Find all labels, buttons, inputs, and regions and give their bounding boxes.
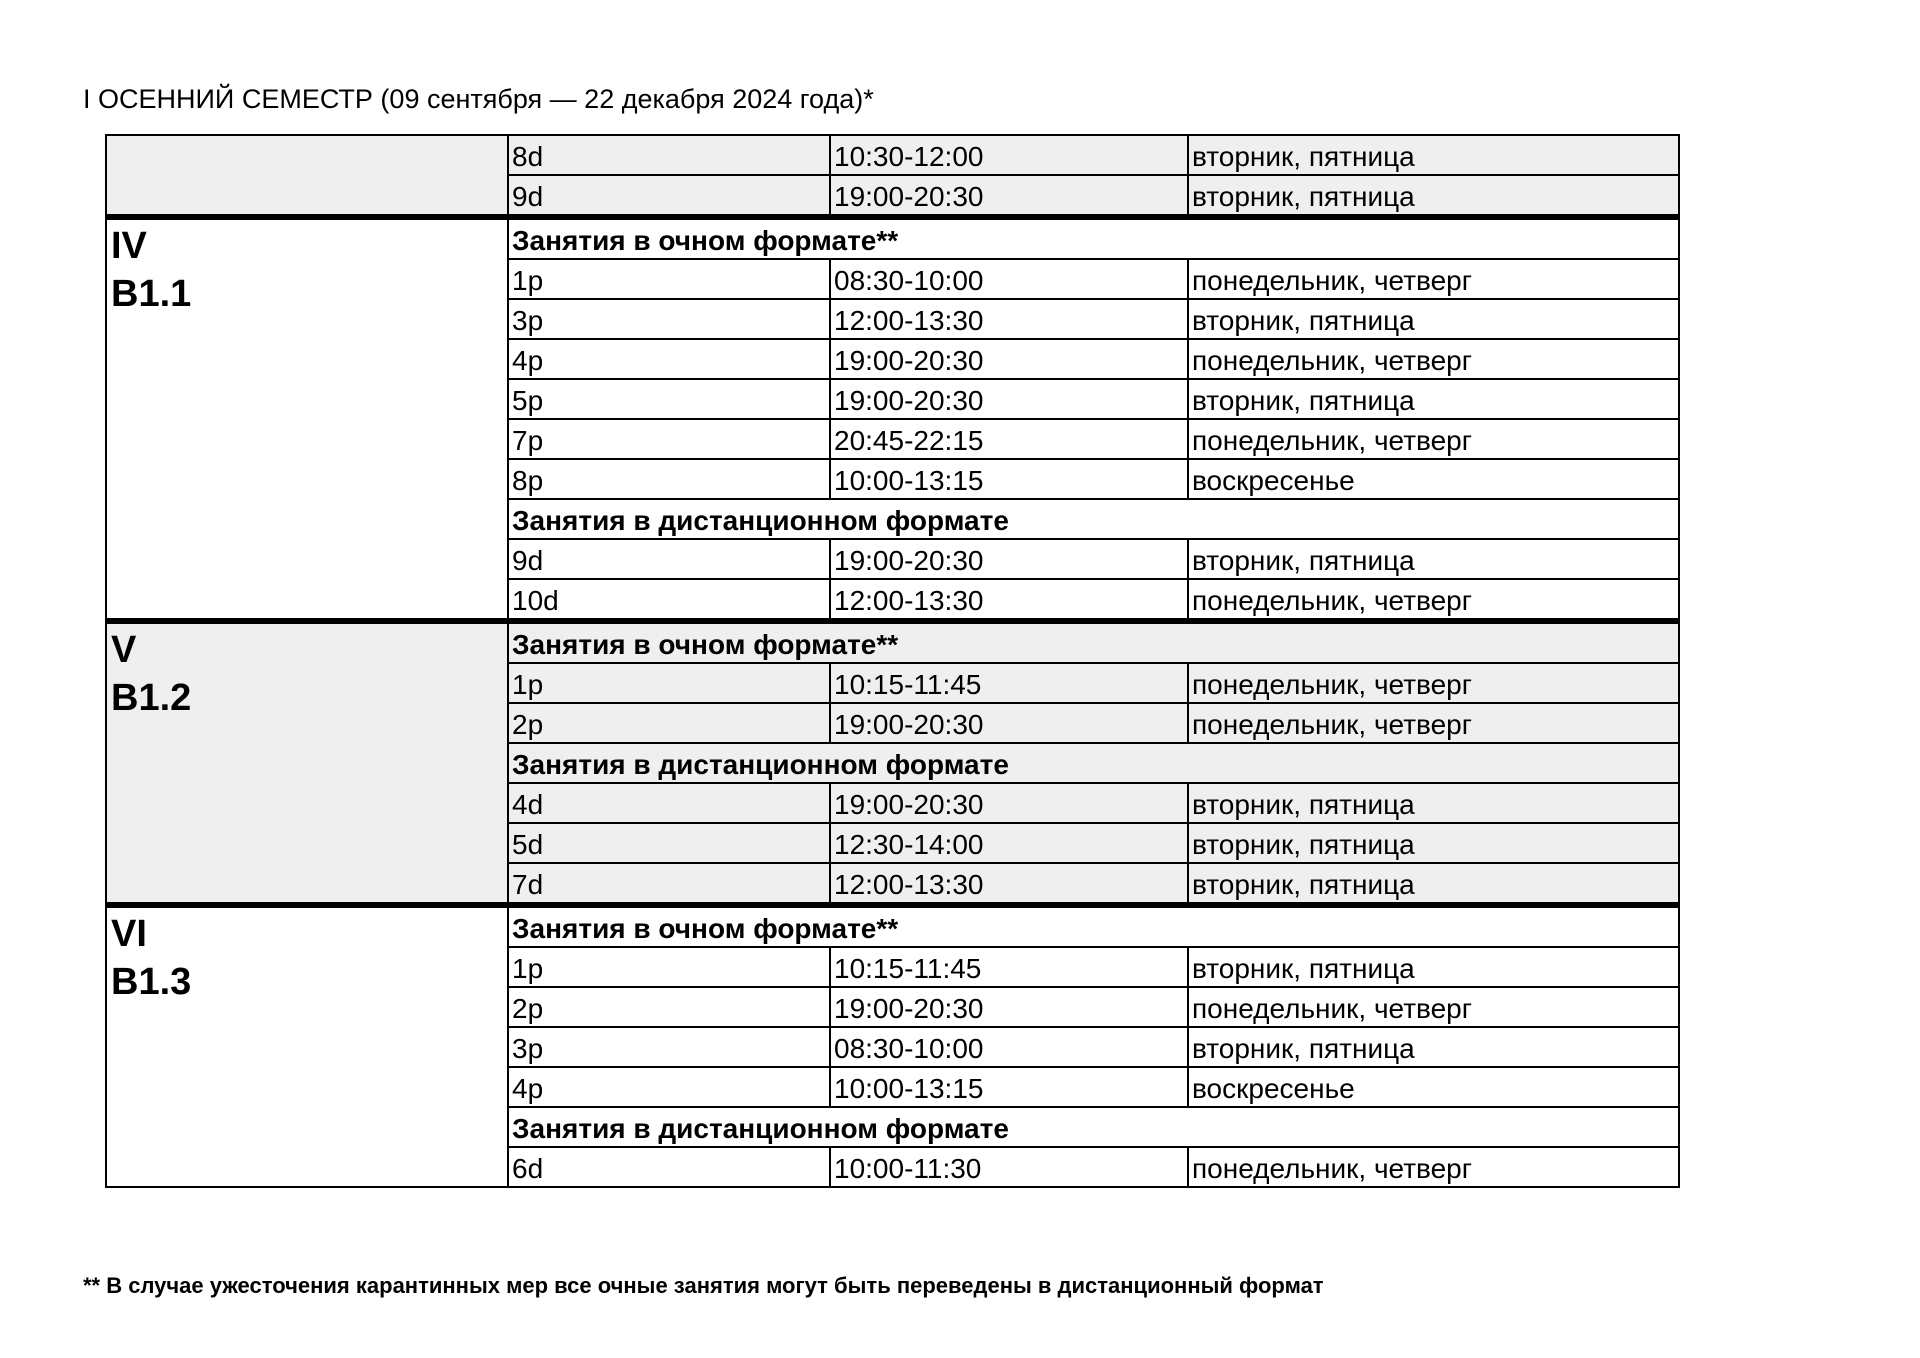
class-days: вторник, пятница — [1188, 175, 1679, 217]
group-code: 1p — [508, 663, 830, 703]
level-code: B1.2 — [111, 677, 192, 719]
class-time: 12:00-13:30 — [830, 299, 1188, 339]
group-code: 5d — [508, 823, 830, 863]
class-days: вторник, пятница — [1188, 379, 1679, 419]
class-days: вторник, пятница — [1188, 947, 1679, 987]
remote-heading: Занятия в дистанционном формате — [508, 1107, 1679, 1147]
table-row — [106, 621, 1679, 663]
group-code: 3p — [508, 299, 830, 339]
group-code: 4d — [508, 783, 830, 823]
remote-heading: Занятия в дистанционном формате — [508, 743, 1679, 783]
class-time: 10:15-11:45 — [830, 947, 1188, 987]
class-days: понедельник, четверг — [1188, 259, 1679, 299]
class-days: вторник, пятница — [1188, 783, 1679, 823]
level-cell — [106, 217, 508, 621]
schedule-block-b1-2 — [106, 621, 1679, 905]
class-days: вторник, пятница — [1188, 135, 1679, 175]
class-time: 19:00-20:30 — [830, 339, 1188, 379]
class-time: 10:30-12:00 — [830, 135, 1188, 175]
class-days: воскресенье — [1188, 459, 1679, 499]
class-time: 19:00-20:30 — [830, 539, 1188, 579]
group-code: 9d — [508, 539, 830, 579]
class-time: 19:00-20:30 — [830, 703, 1188, 743]
level-code: B1.1 — [111, 273, 192, 315]
class-days: воскресенье — [1188, 1067, 1679, 1107]
class-time: 10:15-11:45 — [830, 663, 1188, 703]
group-code: 4p — [508, 339, 830, 379]
footnote: ** В случае ужесточения карантинных мер все очные занятия могут быть переведены в дистанционный формат — [83, 1273, 1324, 1298]
level-number: IV — [111, 225, 147, 267]
group-code: 4p — [508, 1067, 830, 1107]
class-days: вторник, пятница — [1188, 823, 1679, 863]
class-days: вторник, пятница — [1188, 863, 1679, 905]
class-time: 12:00-13:30 — [830, 863, 1188, 905]
class-time: 10:00-11:30 — [830, 1147, 1188, 1187]
in-person-heading: Занятия в очном формате** — [508, 905, 1679, 947]
class-days: понедельник, четверг — [1188, 987, 1679, 1027]
class-days: понедельник, четверг — [1188, 339, 1679, 379]
level-code: B1.3 — [111, 961, 192, 1003]
class-days: понедельник, четверг — [1188, 1147, 1679, 1187]
group-code: 7p — [508, 419, 830, 459]
in-person-heading: Занятия в очном формате** — [508, 621, 1679, 663]
group-code: 8p — [508, 459, 830, 499]
table-row — [106, 905, 1679, 947]
group-code: 1p — [508, 947, 830, 987]
group-code: 9d — [508, 175, 830, 217]
schedule-block-b1-3 — [106, 905, 1679, 1187]
class-days: понедельник, четверг — [1188, 703, 1679, 743]
class-days: вторник, пятница — [1188, 299, 1679, 339]
level-number: VI — [111, 913, 147, 955]
class-days: понедельник, четверг — [1188, 579, 1679, 621]
level-cell — [106, 135, 508, 217]
class-time: 12:30-14:00 — [830, 823, 1188, 863]
class-time: 10:00-13:15 — [830, 459, 1188, 499]
schedule-block-continuation — [106, 135, 1679, 217]
class-time: 19:00-20:30 — [830, 175, 1188, 217]
group-code: 2p — [508, 987, 830, 1027]
class-days: понедельник, четверг — [1188, 419, 1679, 459]
class-time: 19:00-20:30 — [830, 987, 1188, 1027]
table-row — [106, 135, 1679, 175]
class-days: вторник, пятница — [1188, 539, 1679, 579]
group-code: 6d — [508, 1147, 830, 1187]
group-code: 7d — [508, 863, 830, 905]
class-time: 08:30-10:00 — [830, 259, 1188, 299]
schedule-table — [105, 134, 1680, 1188]
group-code: 8d — [508, 135, 830, 175]
group-code: 10d — [508, 579, 830, 621]
class-time: 08:30-10:00 — [830, 1027, 1188, 1067]
level-cell — [106, 905, 508, 1187]
class-time: 10:00-13:15 — [830, 1067, 1188, 1107]
class-days: понедельник, четверг — [1188, 663, 1679, 703]
class-time: 12:00-13:30 — [830, 579, 1188, 621]
page-title: I ОСЕННИЙ СЕМЕСТР (09 сентября — 22 декабря 2024 года)* — [83, 84, 874, 114]
level-cell — [106, 621, 508, 905]
class-time: 19:00-20:30 — [830, 783, 1188, 823]
table-row — [106, 217, 1679, 259]
group-code: 2p — [508, 703, 830, 743]
level-number: V — [111, 629, 137, 671]
group-code: 5p — [508, 379, 830, 419]
group-code: 3p — [508, 1027, 830, 1067]
group-code: 1p — [508, 259, 830, 299]
class-time: 19:00-20:30 — [830, 379, 1188, 419]
class-time: 20:45-22:15 — [830, 419, 1188, 459]
remote-heading: Занятия в дистанционном формате — [508, 499, 1679, 539]
class-days: вторник, пятница — [1188, 1027, 1679, 1067]
schedule-block-b1-1 — [106, 217, 1679, 621]
in-person-heading: Занятия в очном формате** — [508, 217, 1679, 259]
